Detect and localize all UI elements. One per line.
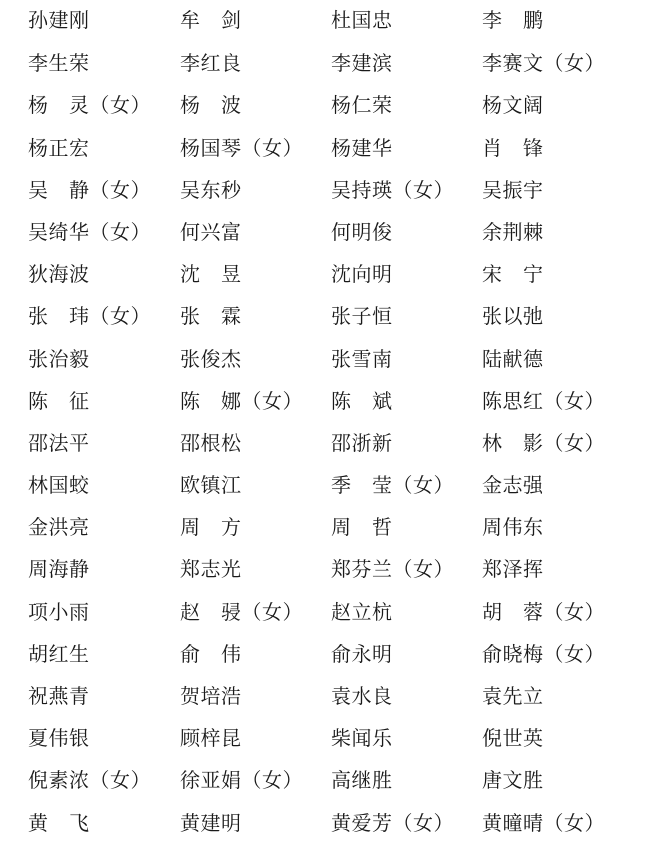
name-entry: 杨文阔 <box>482 93 544 118</box>
name-entry: 宋 宁 <box>482 262 544 287</box>
name-entry: 俞永明 <box>331 641 393 666</box>
name-entry: 赵立杭 <box>331 599 393 624</box>
name-entry: 张俊杰 <box>180 346 242 371</box>
name-entry: 林国蛟 <box>28 473 90 498</box>
name-row <box>0 633 650 675</box>
name-entry: 季 莹（女） <box>331 473 454 498</box>
name-entry: 邵根松 <box>180 430 242 455</box>
name-entry: 袁先立 <box>482 684 544 708</box>
name-entry: 吴 静（女） <box>28 177 151 202</box>
name-entry: 项小雨 <box>28 599 90 624</box>
name-entry: 陈思红（女） <box>482 388 605 413</box>
name-entry: 胡 蓉（女） <box>482 599 605 624</box>
name-row <box>0 84 650 126</box>
name-entry: 赵 骎（女） <box>180 599 303 624</box>
name-row <box>0 253 650 295</box>
name-entry: 杨国琴（女） <box>180 135 303 160</box>
name-entry: 余荆棘 <box>482 219 544 244</box>
name-entry: 黄爱芳（女） <box>331 810 454 835</box>
name-entry: 何明俊 <box>331 219 393 244</box>
name-entry: 倪世英 <box>482 726 544 751</box>
name-row <box>0 338 650 380</box>
name-entry: 李生荣 <box>28 51 90 76</box>
name-entry: 狄海波 <box>28 262 90 287</box>
name-entry: 黄建明 <box>180 810 242 835</box>
name-entry: 张治毅 <box>28 346 90 371</box>
name-entry: 杨建华 <box>331 135 393 160</box>
name-entry: 贺培浩 <box>180 684 242 708</box>
name-entry: 高继胜 <box>331 768 393 793</box>
name-entry: 李赛文（女） <box>482 51 605 76</box>
name-entry: 吴绮华（女） <box>28 219 151 244</box>
name-entry: 郑志光 <box>180 557 242 582</box>
name-entry: 徐亚娟（女） <box>180 768 303 793</box>
name-row <box>0 548 650 590</box>
name-entry: 袁水良 <box>331 684 393 708</box>
name-entry: 张以弛 <box>482 304 544 329</box>
name-entry: 郑泽挥 <box>482 557 544 582</box>
name-entry: 何兴富 <box>180 219 242 244</box>
name-row <box>0 591 650 633</box>
name-entry: 沈向明 <box>331 262 393 287</box>
name-entry: 周 哲 <box>331 515 393 540</box>
name-row <box>0 802 650 844</box>
name-row <box>0 42 650 84</box>
name-entry: 杨 灵（女） <box>28 93 151 118</box>
name-row <box>0 717 650 759</box>
name-entry: 肖 锋 <box>482 135 544 160</box>
name-entry: 李红良 <box>180 51 242 76</box>
name-row <box>0 422 650 464</box>
name-entry: 陈 征 <box>28 388 90 413</box>
name-row <box>0 675 650 717</box>
name-entry: 顾梓昆 <box>180 726 242 751</box>
name-row <box>0 127 650 169</box>
name-entry: 黄 飞 <box>28 810 90 835</box>
name-entry: 陈 斌 <box>331 388 393 413</box>
name-row <box>0 211 650 253</box>
name-row <box>0 506 650 548</box>
name-entry: 张子恒 <box>331 304 393 329</box>
name-entry: 陆献德 <box>482 346 544 371</box>
name-row <box>0 0 650 42</box>
name-entry: 郑芬兰（女） <box>331 557 454 582</box>
name-entry: 金洪亮 <box>28 515 90 540</box>
name-entry: 胡红生 <box>28 641 90 666</box>
name-entry: 吴持瑛（女） <box>331 177 454 202</box>
name-entry: 周海静 <box>28 557 90 582</box>
name-row <box>0 759 650 801</box>
name-entry: 俞 伟 <box>180 641 242 666</box>
name-row <box>0 380 650 422</box>
name-entry: 周伟东 <box>482 515 544 540</box>
name-entry: 邵浙新 <box>331 430 393 455</box>
name-entry: 黄曈晴（女） <box>482 810 605 835</box>
name-entry: 唐文胜 <box>482 768 544 793</box>
name-entry: 俞晓梅（女） <box>482 641 605 666</box>
name-entry: 张 霖 <box>180 304 242 329</box>
name-entry: 杨正宏 <box>28 135 90 160</box>
name-entry: 欧镇江 <box>180 473 242 498</box>
name-entry: 沈 昱 <box>180 262 242 287</box>
name-entry: 吴东秒 <box>180 177 242 202</box>
name-entry: 祝燕青 <box>28 684 90 708</box>
name-entry: 柴闻乐 <box>331 726 393 751</box>
name-entry: 杨仁荣 <box>331 93 393 118</box>
name-entry: 周 方 <box>180 515 242 540</box>
name-entry: 夏伟银 <box>28 726 90 751</box>
name-entry: 杨 波 <box>180 93 242 118</box>
name-row <box>0 295 650 337</box>
name-entry: 金志强 <box>482 473 544 498</box>
name-entry: 李建滨 <box>331 51 393 76</box>
name-entry: 林 影（女） <box>482 430 605 455</box>
name-entry: 倪素浓（女） <box>28 768 151 793</box>
name-entry: 陈 娜（女） <box>180 388 303 413</box>
name-entry: 吴振宇 <box>482 177 544 202</box>
name-entry: 杜国忠 <box>331 8 393 32</box>
name-entry: 牟 剑 <box>180 8 242 32</box>
name-entry: 李 鹏 <box>482 8 544 32</box>
name-row <box>0 464 650 506</box>
name-row <box>0 169 650 211</box>
name-entry: 邵法平 <box>28 430 90 455</box>
name-entry: 孙建刚 <box>28 8 90 32</box>
name-entry: 张雪南 <box>331 346 393 371</box>
name-entry: 张 玮（女） <box>28 304 151 329</box>
